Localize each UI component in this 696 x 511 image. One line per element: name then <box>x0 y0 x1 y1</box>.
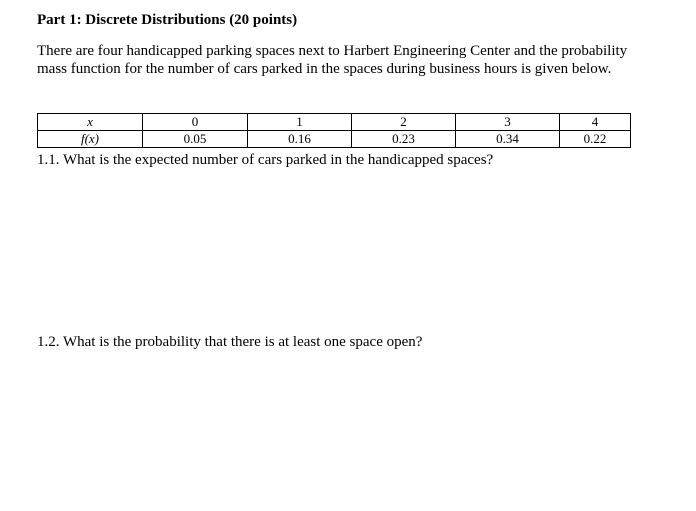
table-row-x <box>38 114 631 131</box>
table-cell: 0.22 <box>560 131 631 148</box>
table-cell: 0 <box>143 114 248 131</box>
question-1-1: 1.1. What is the expected number of cars parked in the handicapped spaces? <box>37 152 494 168</box>
part-heading: Part 1: Discrete Distributions (20 points) <box>37 12 298 28</box>
table-cell: f(x) <box>38 131 143 148</box>
question-1-2: 1.2. What is the probability that there is at least one space open? <box>37 334 423 350</box>
table-cell: 2 <box>352 114 456 131</box>
table-cell: 0.16 <box>248 131 352 148</box>
table-cell: x <box>38 114 143 131</box>
table-cell: 0.05 <box>143 131 248 148</box>
intro-paragraph: There are four handicapped parking spaces next to Harbert Engineering Center and the probability mass function for the number of cars parked in the spaces during business hours is given below. <box>37 43 628 77</box>
table-cell: 1 <box>248 114 352 131</box>
table-cell: 3 <box>456 114 560 131</box>
pmf-table <box>37 113 631 148</box>
table-cell: 4 <box>560 114 631 131</box>
table-row-fx <box>38 131 631 148</box>
table-cell: 0.34 <box>456 131 560 148</box>
table-cell: 0.23 <box>352 131 456 148</box>
